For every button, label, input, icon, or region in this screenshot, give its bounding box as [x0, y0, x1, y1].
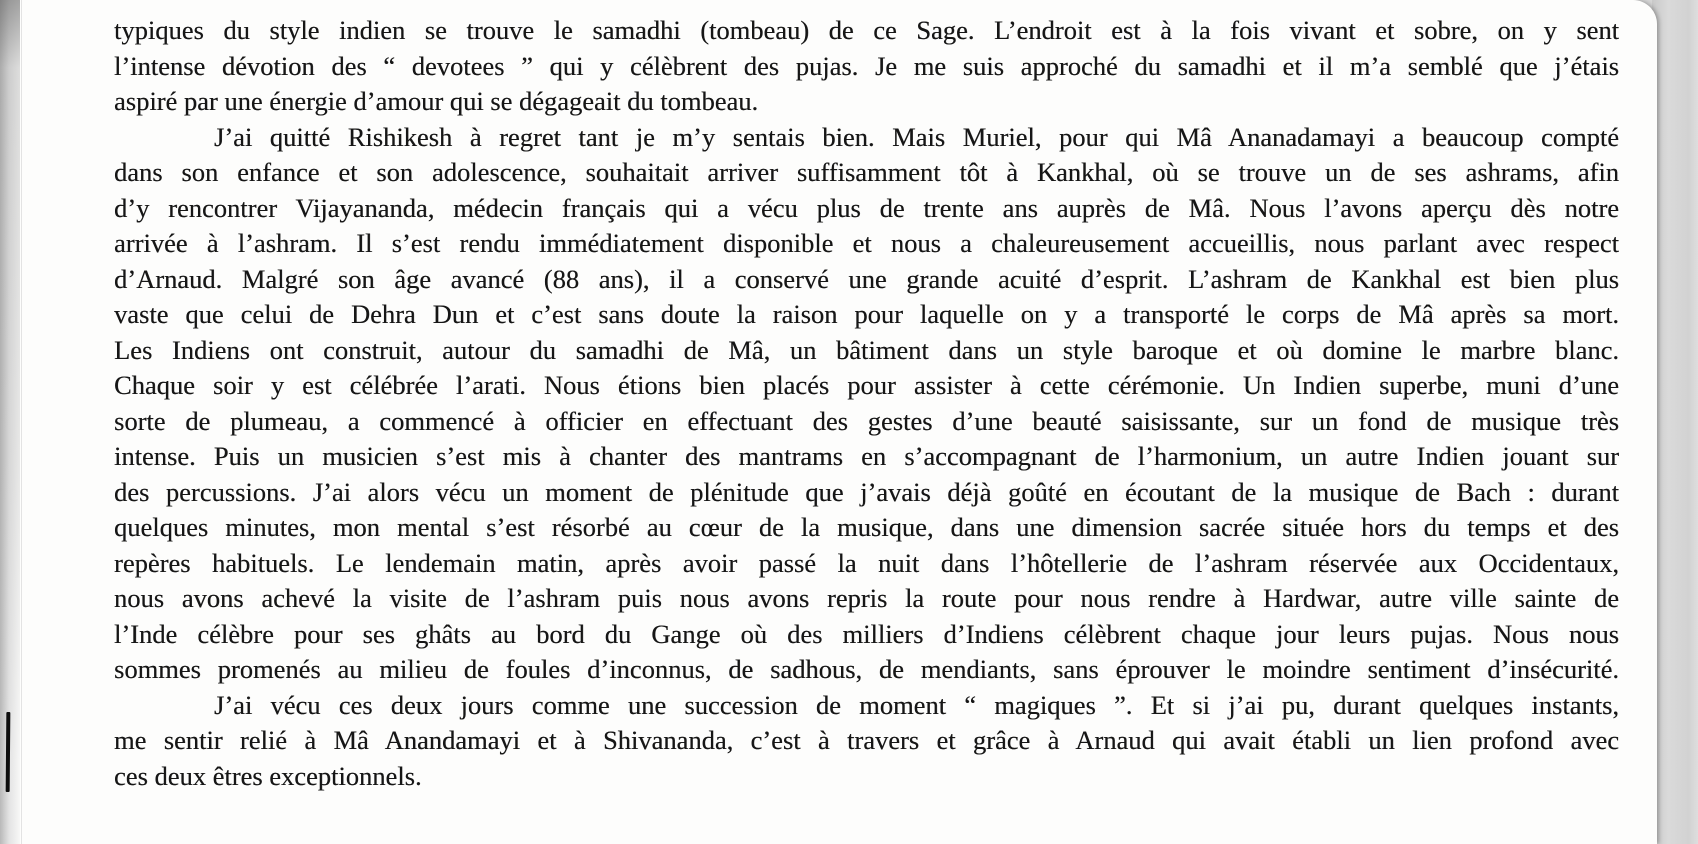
left-scan-edge-line — [21, 0, 22, 844]
text-line: J’ai quitté Rishikesh à regret tant je m’y sentais bien. Mais Muriel, pour qui Mâ Ananadamayi a beaucoup compté — [214, 121, 1619, 152]
text-line: arrivée à l’ashram. Il s’est rendu immédiatement disponible et nous a chaleureusement accueillis, nous parlant avec respect — [114, 228, 1619, 258]
text-line: l’intense dévotion des “ devotees ” qui y célèbrent des pujas. Je me suis approché du samadhi et il m’a semblé que j’étais — [114, 50, 1619, 81]
text-line: quelques minutes, mon mental s’est résorbé au cœur de la musique, dans une dimension sacrée située hors du temps et des — [114, 512, 1619, 542]
text-line: d’y rencontrer Vijayananda, médecin français qui a vécu plus de trente ans auprès de Mâ. Nous l’avons aperçu dès notre — [114, 192, 1619, 223]
text-line: sommes promenés au milieu de foules d’inconnus, de sadhous, de mendiants, sans éprouver le moindre sentiment d’insécurité. — [114, 654, 1619, 684]
text-line: vaste que celui de Dehra Dun et c’est sans doute la raison pour laquelle on y a transporté le corps de Mâ après sa mort. — [114, 299, 1619, 329]
text-line: Les Indiens ont construit, autour du samadhi de Mâ, un bâtiment dans un style baroque et où domine le marbre blanc. — [114, 334, 1619, 365]
ink-mark — [6, 712, 11, 792]
document-text — [114, 13, 1619, 794]
right-scan-edge-band — [1652, 0, 1698, 844]
text-line: typiques du style indien se trouve le samadhi (tombeau) de ce Sage. L’endroit est à la fois vivant et sobre, on y sent — [114, 15, 1619, 45]
text-line: me sentir relié à Mâ Anandamayi et à Shivananda, c’est à travers et grâce à Arnaud qui avait établi un lien profond avec — [114, 725, 1619, 755]
text-line: nous avons achevé la visite de l’ashram puis nous avons repris la route pour nous rendre à Hardwar, autre ville sainte de — [114, 583, 1619, 613]
text-line: aspiré par une énergie d’amour qui se dégageait du tombeau. — [114, 86, 759, 116]
text-line: intense. Puis un musicien s’est mis à chanter des mantrams en s’accompagnant de l’harmonium, un autre Indien jouant sur — [114, 441, 1619, 471]
text-line: des percussions. J’ai alors vécu un moment de plénitude que j’avais déjà goûté en écoutant de la musique de Bach : durant — [114, 476, 1619, 507]
text-line: sorte de plumeau, a commencé à officier en effectuant des gestes d’une beauté saisissante, sur un fond de musique très — [114, 405, 1619, 436]
text-line: l’Inde célèbre pour ses ghâts au bord du Gange où des milliers d’Indiens célèbrent chaque jour leurs pujas. Nous nous — [114, 618, 1619, 649]
text-line: repères habituels. Le lendemain matin, après avoir passé la nuit dans l’hôtellerie de l’ashram réservée aux Occidentaux, — [114, 547, 1619, 578]
text-line: d’Arnaud. Malgré son âge avancé (88 ans), il a conservé une grande acuité d’esprit. L’ashram de Kankhal est bien plus — [114, 263, 1619, 294]
text-line: J’ai vécu ces deux jours comme une succession de moment “ magiques ”. Et si j’ai pu, durant quelques instants, — [214, 689, 1619, 720]
text-line: ces deux êtres exceptionnels. — [114, 760, 422, 791]
text-line: Chaque soir y est célébrée l’arati. Nous étions bien placés pour assister à cette cérémonie. Un Indien superbe, muni d’une — [114, 370, 1619, 400]
text-line: dans son enfance et son adolescence, souhaitait arriver suffisamment tôt à Kankhal, où se trouve un de ses ashrams, afin — [114, 157, 1619, 187]
